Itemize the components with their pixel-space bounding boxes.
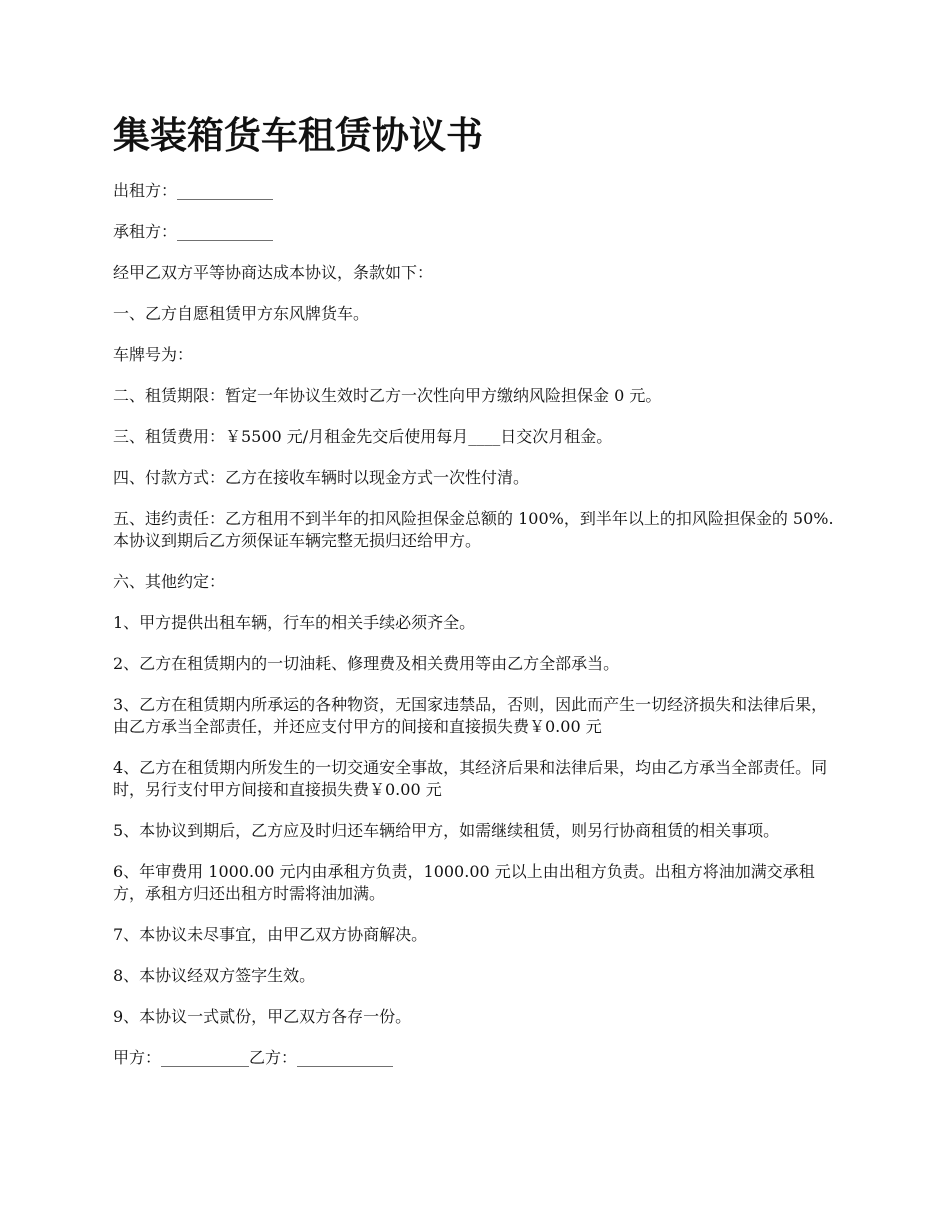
clause-3: 三、租赁费用：￥5500 元/月租金先交后使用每月____日交次月租金。 [113,427,613,446]
sub-clause-6: 6、年审费用 1000.00 元内由承租方负责，1000.00 元以上由出租方负责。出租方将油加满交承租方，承租方归还出租方时需将油加满。 [113,862,815,903]
sub-clause-8: 8、本协议经双方签字生效。 [113,966,316,985]
clause-2: 二、租赁期限：暂定一年协议生效时乙方一次性向甲方缴纳风险担保金 0 元。 [113,386,662,405]
document-title: 集装箱货车租赁协议书 [113,114,483,157]
sub-clause-5: 5、本协议到期后，乙方应及时归还车辆给甲方，如需继续租赁，则另行协商租赁的相关事项。 [113,821,780,840]
plate-number-line: 车牌号为： [113,345,194,364]
sub-clause-7: 7、本协议未尽事宜，由甲乙双方协商解决。 [113,925,428,944]
signature-line: 甲方：___________乙方：____________ [113,1048,394,1067]
clause-6-heading: 六、其他约定： [113,572,226,591]
clause-1: 一、乙方自愿租赁甲方东风牌货车。 [113,304,370,323]
document-page [113,112,835,1088]
sub-clause-3: 3、乙方在租赁期内所承运的各种物资，无国家违禁品，否则，因此而产生一切经济损失和法律后果，由乙方承当全部责任，并还应支付甲方的间接和直接损失费￥0.00 元 [113,695,828,736]
preamble: 经甲乙双方平等协商达成本协议，条款如下： [113,263,434,282]
sub-clause-4: 4、乙方在租赁期内所发生的一切交通安全事故，其经济后果和法律后果，均由乙方承当全部责任。同时，另行支付甲方间接和直接损失费￥0.00 元 [113,758,828,799]
sub-clause-2: 2、乙方在租赁期内的一切油耗、修理费及相关费用等由乙方全部承当。 [113,654,620,673]
clause-5: 五、违约责任：乙方租用不到半年的扣风险担保金总额的 100%，到半年以上的扣风险担保金的 50%.本协议到期后乙方须保证车辆完整无损归还给甲方。 [113,509,834,550]
lessor-line: 出租方：____________ [113,181,274,200]
sub-clause-9: 9、本协议一式贰份，甲乙双方各存一份。 [113,1007,412,1026]
lessee-line: 承租方：____________ [113,222,274,241]
clause-4: 四、付款方式：乙方在接收车辆时以现金方式一次性付清。 [113,468,530,487]
sub-clause-1: 1、甲方提供出租车辆，行车的相关手续必须齐全。 [113,613,476,632]
